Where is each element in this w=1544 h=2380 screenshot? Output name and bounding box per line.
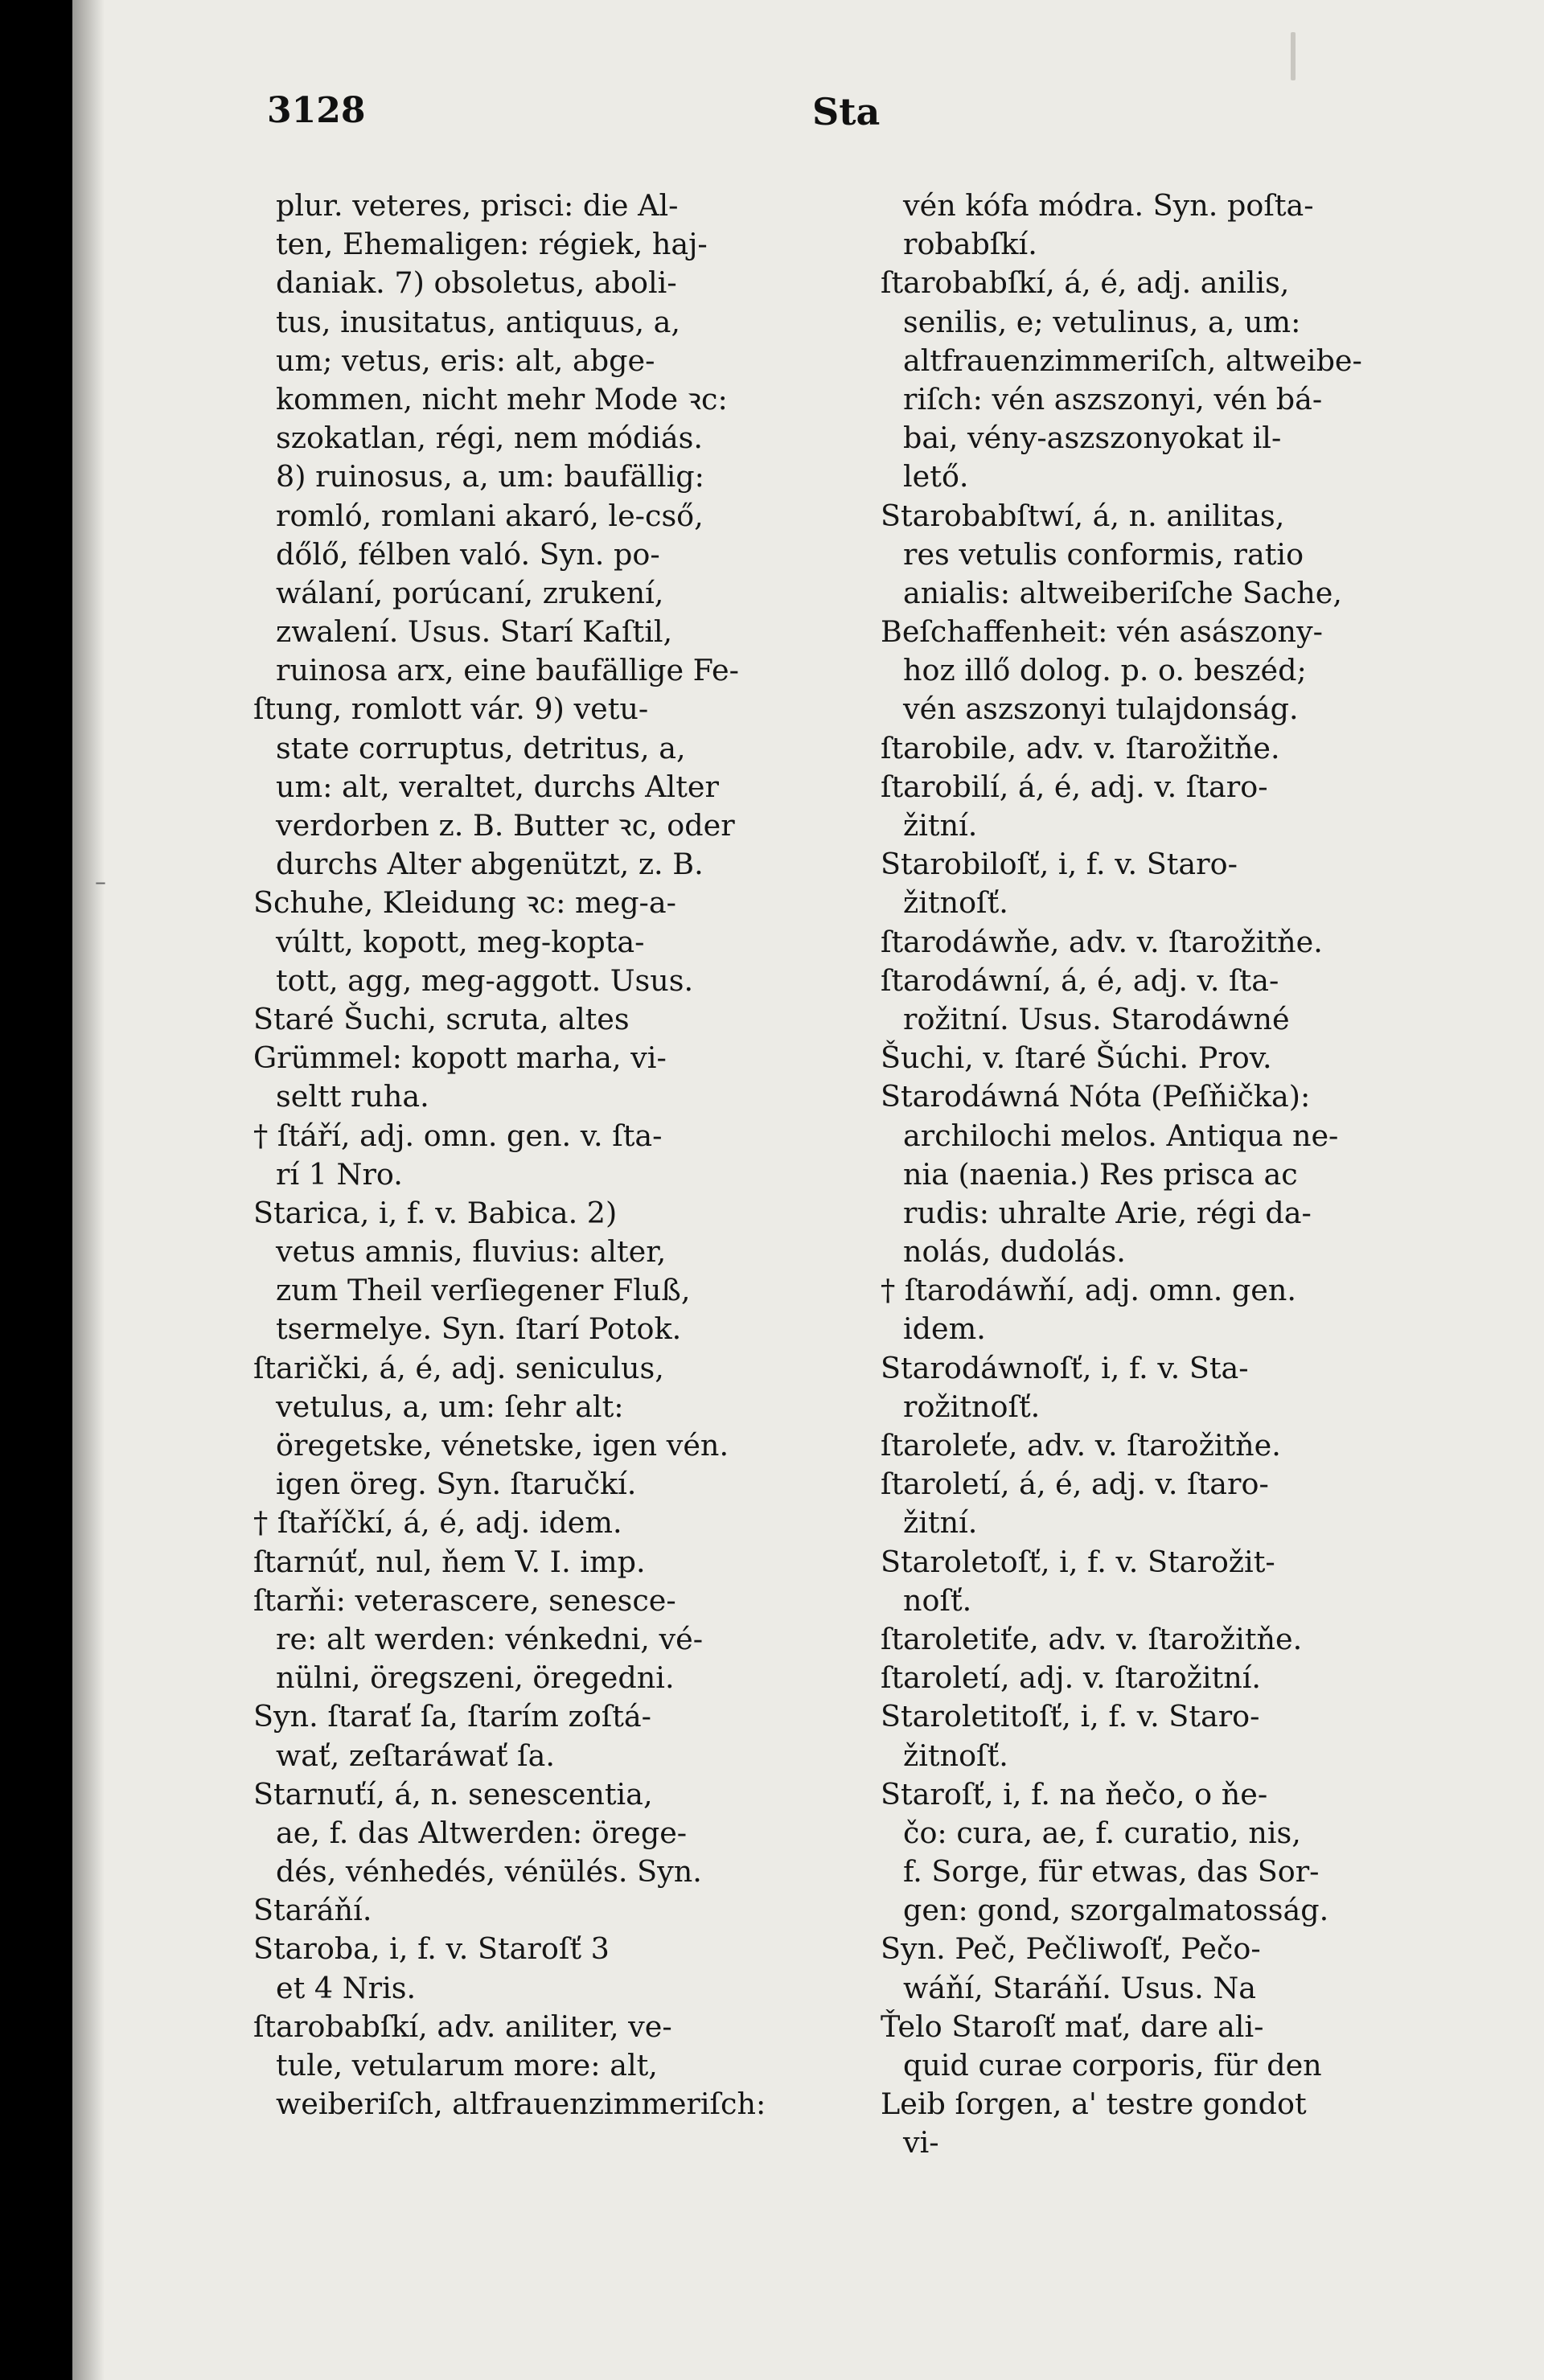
page-gutter-shadow (72, 0, 105, 2380)
right-column-line: Starobabſtwí, á, n. anilitas, (881, 498, 1285, 533)
right-column-line: robabſkí. (903, 227, 1037, 262)
right-column-line: ſtaroletí, adj. v. ſtarožitní. (881, 1660, 1262, 1696)
left-column-line: dőlő, félben való. Syn. po- (276, 536, 660, 572)
left-column-line: Starica, i, f. v. Babica. 2) (253, 1195, 618, 1230)
right-column-line: quid curae corporis, für den (903, 2048, 1322, 2082)
right-column-line: Syn. Peč, Pečliwoſť, Pečo- (881, 1931, 1261, 1967)
right-column-line: čo: cura, ae, f. curatio, nis, (903, 1815, 1301, 1850)
left-column-line: tule, vetularum more: alt, (276, 2048, 658, 2082)
right-column-line: rudis: uhralte Arie, régi da- (903, 1195, 1312, 1230)
left-column-line: ae, f. das Altwerden: örege- (276, 1815, 688, 1850)
left-column-line: Staré Šuchi, scruta, altes (253, 1001, 630, 1036)
left-column-line: verdorben z. B. Butter ꝛc, oder (276, 808, 735, 843)
right-column-line: Beſchaffenheit: vén asászony- (881, 614, 1324, 650)
left-column-line: um; vetus, eris: alt, abge- (276, 343, 655, 378)
left-column-line: ten, Ehemaligen: régiek, haj- (276, 227, 708, 262)
right-column-line: ſtaroleťe, adv. v. ſtarožitňe. (881, 1428, 1281, 1463)
left-column-line: wať, zeſtaráwať ſa. (276, 1738, 555, 1773)
left-column-line: tus, inusitatus, antiquus, a, (276, 304, 681, 339)
page-number: 3128 (267, 90, 366, 131)
right-column-line: vén kófa módra. Syn. poſta- (903, 188, 1314, 223)
right-column-line: žitní. (903, 1505, 978, 1541)
left-column-line: daniak. 7) obsoletus, aboli- (276, 265, 677, 301)
right-column-line: vén aszszonyi tulajdonság. (903, 691, 1299, 727)
left-column-line: Starnuťí, á, n. senescentia, (253, 1776, 653, 1812)
right-column-line: rožitní. Usus. Starodáwné (903, 1001, 1290, 1036)
left-column-line: † ſtáří, adj. omn. gen. v. ſta- (253, 1118, 663, 1153)
left-column-line: Staroba, i, f. v. Staroſť 3 (253, 1931, 610, 1967)
right-column-line: ſtarodáwní, á, é, adj. v. ſta- (881, 962, 1279, 998)
right-column-line: ſtarobilí, á, é, adj. v. ſtaro- (881, 769, 1268, 804)
left-column-line: ruinosa arx, eine baufällige Fe- (276, 653, 739, 688)
right-column-line: archilochi melos. Antiqua ne- (903, 1118, 1339, 1153)
left-column-line: weiberiſch, altfrauenzimmeriſch: (276, 2087, 766, 2122)
left-column-line: vetus amnis, fluvius: alter, (276, 1234, 667, 1270)
dictionary-page (72, 0, 1544, 2380)
right-column-line: noſť. (903, 1582, 972, 1618)
left-column-line: kommen, nicht mehr Mode ꝛc: (276, 381, 728, 416)
left-column-line: öregetske, vénetske, igen vén. (276, 1428, 729, 1463)
right-column-line: vi- (903, 2125, 939, 2160)
left-column (253, 187, 897, 2124)
right-column-line: Staroletitoſť, i, f. v. Staro- (881, 1699, 1260, 1734)
right-column-line: nolás, dudolás. (903, 1234, 1126, 1270)
left-column-line: igen öreg. Syn. ſtaručkí. (276, 1467, 637, 1502)
right-column-line: lető. (903, 459, 969, 494)
left-column-line: rí 1 Nro. (276, 1156, 403, 1192)
page-header (72, 90, 1544, 154)
left-column-line: wálaní, porúcaní, zrukení, (276, 575, 664, 610)
left-column-line: 8) ruinosus, a, um: baufällig: (276, 459, 704, 494)
right-column-line: žitní. (903, 808, 978, 843)
right-column-line: ſtaroletí, á, é, adj. v. ſtaro- (881, 1467, 1269, 1502)
left-column-line: zwalení. Usus. Starí Kaſtil, (276, 614, 673, 650)
left-column-line: seltt ruha. (276, 1079, 429, 1114)
scan-artifact (1291, 32, 1296, 80)
left-column-line: dés, vénhedés, vénülés. Syn. (276, 1854, 702, 1890)
right-column-line: res vetulis conformis, ratio (903, 536, 1304, 572)
right-column-line: ſtarobabſkí, á, é, adj. anilis, (881, 265, 1290, 301)
left-column-line: tott, agg, meg-aggott. Usus. (276, 962, 694, 998)
right-column-line: altfrauenzimmeriſch, altweibe- (903, 343, 1362, 378)
left-column-line: et 4 Nris. (276, 1970, 417, 2005)
right-column-line: ſtaroletiťe, adv. v. ſtarožitňe. (881, 1621, 1303, 1656)
right-column-line: idem. (903, 1311, 986, 1347)
left-column-line: ſtarňi: veterascere, senesce- (253, 1582, 676, 1618)
right-column-line: † ſtarodáwňí, adj. omn. gen. (881, 1273, 1296, 1308)
right-column-line: ſtarobile, adv. v. ſtarožitňe. (881, 730, 1280, 765)
right-column-line: Ťelo Staroſť mať, dare ali- (881, 2009, 1264, 2044)
right-column-line: Šuchi, v. ſtaré Šúchi. Prov. (881, 1040, 1272, 1076)
right-column-line: ſtarodáwňe, adv. v. ſtarožitňe. (881, 924, 1323, 959)
right-column-line: žitnoſť. (903, 885, 1008, 921)
left-column-line: † ſtaříčkí, á, é, adj. idem. (253, 1505, 622, 1541)
right-column-line: Starodáwnoſť, i, f. v. Sta- (881, 1350, 1249, 1385)
running-head: Sta (812, 90, 881, 133)
right-column-line: f. Sorge, für etwas, das Sor- (903, 1854, 1320, 1890)
left-column-line: Grümmel: kopott marha, vi- (253, 1040, 667, 1076)
right-column-line: Leib ſorgen, a' testre gondot (881, 2087, 1307, 2122)
right-column-line: hoz illő dolog. p. o. beszéd; (903, 653, 1307, 688)
right-column-line: wáňí, Staráňí. Usus. Na (903, 1970, 1257, 2005)
right-column-line: rožitnoſť. (903, 1389, 1041, 1424)
right-column-line: senilis, e; vetulinus, a, um: (903, 304, 1301, 339)
right-column (881, 187, 1516, 2163)
left-column-line: ſtarički, á, é, adj. seniculus, (253, 1350, 664, 1385)
left-column-line: Syn. ſtarať ſa, ſtarím zoſtá- (253, 1699, 651, 1734)
right-column-line: gen: gond, szorgalmatosság. (903, 1893, 1329, 1928)
right-column-line: Starodáwná Nóta (Peſňička): (881, 1079, 1311, 1114)
left-column-line: tsermelye. Syn. ſtarí Potok. (276, 1311, 682, 1347)
right-column-line: Staroletoſť, i, f. v. Starožit- (881, 1544, 1275, 1579)
left-column-line: durchs Alter abgenützt, z. B. (276, 847, 704, 882)
left-column-line: zum Theil verſiegener Fluß, (276, 1273, 691, 1308)
left-column-line: romló, romlani akaró, le-cső, (276, 498, 704, 533)
right-column-line: nia (naenia.) Res prisca ac (903, 1156, 1298, 1192)
left-column-line: um: alt, veraltet, durchs Alter (276, 769, 719, 804)
margin-dash-mark: – (95, 868, 106, 895)
left-column-line: Schuhe, Kleidung ꝛc: meg-a- (253, 885, 676, 921)
left-column-line: re: alt werden: vénkedni, vé- (276, 1621, 704, 1656)
left-column-line: nülni, öregszeni, öregedni. (276, 1660, 675, 1696)
left-column-line: szokatlan, régi, nem módiás. (276, 421, 703, 456)
left-column-line: vetulus, a, um: ſehr alt: (276, 1389, 624, 1424)
left-column-line: ſtung, romlott vár. 9) vetu- (253, 691, 649, 727)
right-column-line: riſch: vén aszszonyi, vén bá- (903, 381, 1323, 416)
left-column-line: state corruptus, detritus, a, (276, 730, 686, 765)
left-column-line: ſtarnúť, nul, ňem V. I. imp. (253, 1544, 646, 1579)
left-column-line: Staráňí. (253, 1893, 372, 1928)
left-column-line: vúltt, kopott, meg-kopta- (276, 924, 645, 959)
left-column-line: plur. veteres, prisci: die Al- (276, 188, 679, 223)
right-column-line: anialis: altweiberiſche Sache, (903, 575, 1342, 610)
right-column-line: Staroſť, i, f. na ňečo, o ňe- (881, 1776, 1268, 1812)
left-column-line: ſtarobabſkí, adv. aniliter, ve- (253, 2009, 672, 2044)
right-column-line: žitnoſť. (903, 1738, 1008, 1773)
right-column-line: bai, vény-aszszonyokat il- (903, 421, 1282, 456)
right-column-line: Starobiloſť, i, f. v. Staro- (881, 847, 1238, 882)
